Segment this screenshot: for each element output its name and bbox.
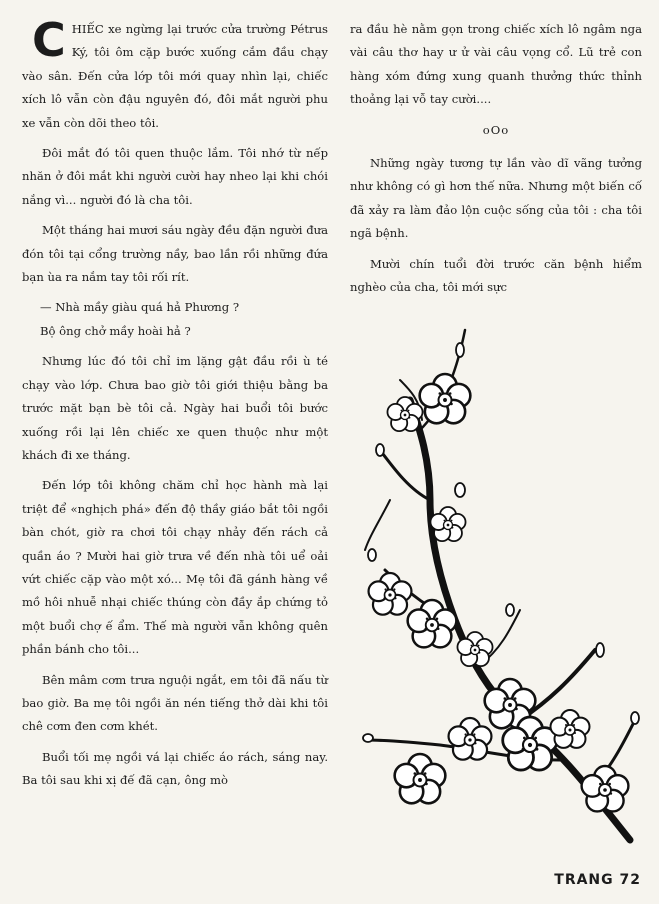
- dialogue-line-2: Bộ ông chở mầy hoài hả ?: [40, 323, 191, 338]
- paragraph-2: Đôi mắt đó tôi quen thuộc lắm. Tôi nhớ từ nếp nhăn ở đôi mắt khi người cười hay nheo lại khi chói nắng vì... người đó là cha tôi.: [22, 146, 328, 207]
- dialogue-line-1: — Nhà mầy giàu quá hả Phương ?: [40, 300, 240, 315]
- paragraph-3: Một tháng hai mươi sáu ngày đều đặn người đưa đón tôi tại cổng trường nầy, bao lần rồi những đứa bạn ùa ra nắm tay tôi rối rít.: [22, 223, 328, 285]
- right-column: [350, 18, 642, 306]
- plum-blossom-illustration: [360, 320, 650, 860]
- paragraph-6: Bên mâm cơm trưa nguội ngắt, em tôi đã nấu từ bao giờ. Ba mẹ tôi ngồi ăn nén tiếng thở dài khi tôi chê cơm đen cơm khét.: [22, 672, 328, 734]
- paragraph-7: Buổi tối mẹ ngồi vá lại chiếc áo rách, sáng nay. Ba tôi sau khi xị đế đã cạn, ông mò: [22, 749, 328, 788]
- left-column: [22, 13, 328, 800]
- paragraph-1: CHIẾC xe ngừng lại trước cửa trường Pétrus Ký, tôi ôm cặp bước xuống cắm đầu chạy vào sân. Đến cửa lớp tôi mới quay nhìn lại, chiếc xích lô vẫn còn đậu nguyên đó, đôi mắt người phu xe vẫn còn dõi theo tôi.: [22, 13, 328, 130]
- paragraph-9: Mười chín tuổi đời trước căn bệnh hiểm nghèo của cha, tôi mới sực: [350, 256, 642, 295]
- drop-cap: C: [32, 13, 66, 67]
- paragraph-4: Nhưng lúc đó tôi chỉ im lặng gật đầu rồi ù té chạy vào lớp. Chưa bao giờ tôi giới thiệu bằng ba trước mặt bạn bè tôi cả. Ngày hai buổi tôi bước xuống rồi lại lên chiếc xe quen thuộc như một khách đi xe tháng.: [22, 354, 328, 462]
- page-number: TRANG 72: [554, 872, 641, 888]
- continuation-paragraph: ra đầu hè nằm gọn trong chiếc xích lô ngâm nga vài câu thơ hay ư ử vài câu vọng cổ. Lũ trẻ con hàng xóm đứng xung quanh thưởng thức thỉnh thoảng lại vỗ tay cười....: [350, 22, 642, 107]
- paragraph-5: Đến lớp tôi không chăm chỉ học hành mà lại triệt để «nghịch phá» đến độ thầy giáo bắt tôi ngồi bàn chót, giờ ra chơi tôi chạy nhảy đến rách cả quần áo ? Mười hai giờ trưa về đến nhà tôi uể oải vứt chiếc cặp vào một xó... Mẹ tôi đã gánh hàng về mồ hôi nhuễ nhại chiếc thúng còn đầy ắp chứng tỏ một buổi chợ ế ẩm. Thế mà người vẫn không quên phần bánh cho tôi...: [22, 478, 328, 657]
- section-separator: oOo: [482, 122, 510, 137]
- paragraph-8: Những ngày tương tự lần vào dĩ vãng tưởng như không có gì hơn thế nữa. Nhưng một biến cố đã xảy ra làm đảo lộn cuộc sống của tôi : cha tôi ngã bệnh.: [350, 156, 642, 241]
